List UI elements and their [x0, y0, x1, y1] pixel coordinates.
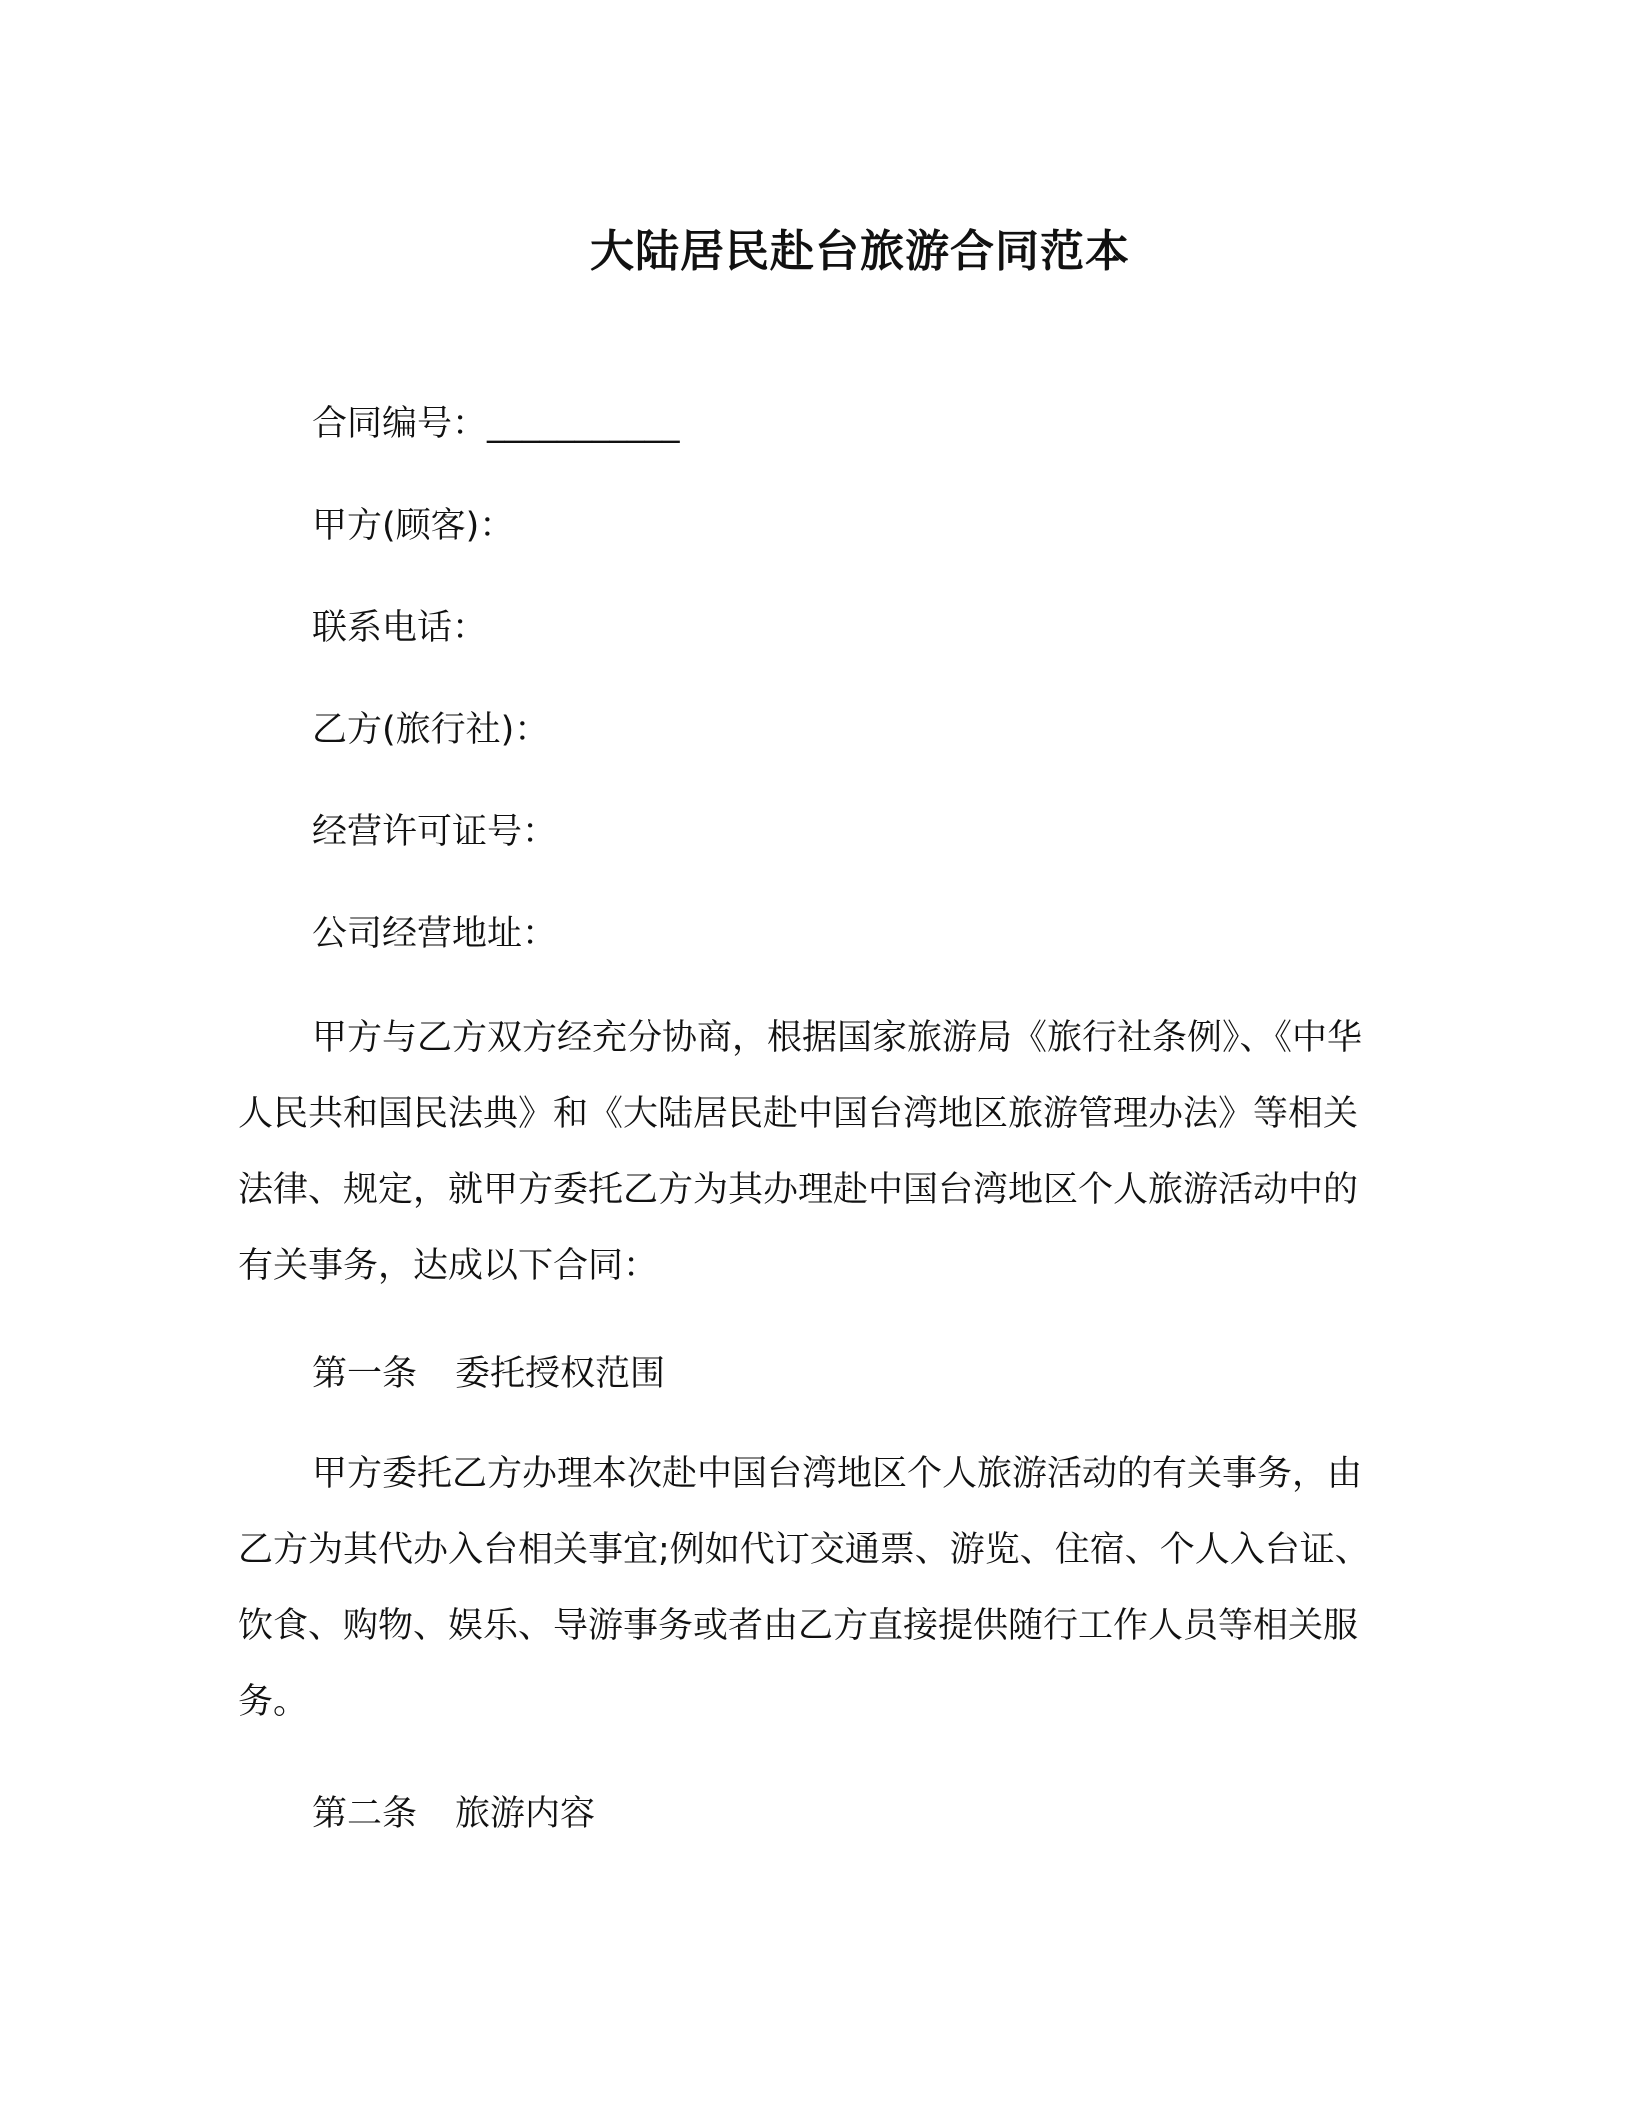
article-1-body: 甲方委托乙方办理本次赴中国台湾地区个人旅游活动的有关事务，由乙方为其代办入台相关事宜;例如代订交通票、游览、住宿、个人入台证、饮食、购物、娱乐、导游事务或者由乙方直接提供随行工作人员等相关服务。	[238, 1454, 1370, 1722]
document-title: 大陆居民赴台旅游合同范本	[590, 226, 1130, 277]
field-label: 联系电话：	[312, 608, 488, 648]
contract-number-blank: ___________	[487, 404, 680, 444]
field-party-a	[312, 502, 514, 550]
article-title: 委托授权范围	[455, 1354, 666, 1394]
article-number: 第一条	[312, 1354, 418, 1394]
article-title: 旅游内容	[455, 1794, 596, 1834]
article-number: 第二条	[312, 1794, 418, 1834]
preamble-paragraph: 甲方与乙方双方经充分协商，根据国家旅游局《旅行社条例》、《中华人民共和国民法典》和《大陆居民赴中国台湾地区旅游管理办法》等相关法律、规定，就甲方委托乙方为其办理赴中国台湾地区个人旅游活动中的有关事务，达成以下合同：	[238, 1018, 1363, 1286]
field-party-b	[312, 706, 549, 754]
field-label: 合同编号：	[312, 404, 488, 444]
field-label: 公司经营地址：	[312, 914, 558, 954]
field-company-address	[312, 910, 557, 958]
field-license-number	[312, 808, 557, 856]
field-contract-number	[312, 400, 680, 448]
article-heading-1	[312, 1350, 665, 1398]
article-heading-2	[312, 1790, 595, 1838]
field-phone	[312, 604, 487, 652]
field-label: 乙方(旅行社)：	[312, 710, 550, 750]
field-label: 经营许可证号：	[312, 812, 558, 852]
field-label: 甲方(顾客)：	[312, 506, 515, 546]
